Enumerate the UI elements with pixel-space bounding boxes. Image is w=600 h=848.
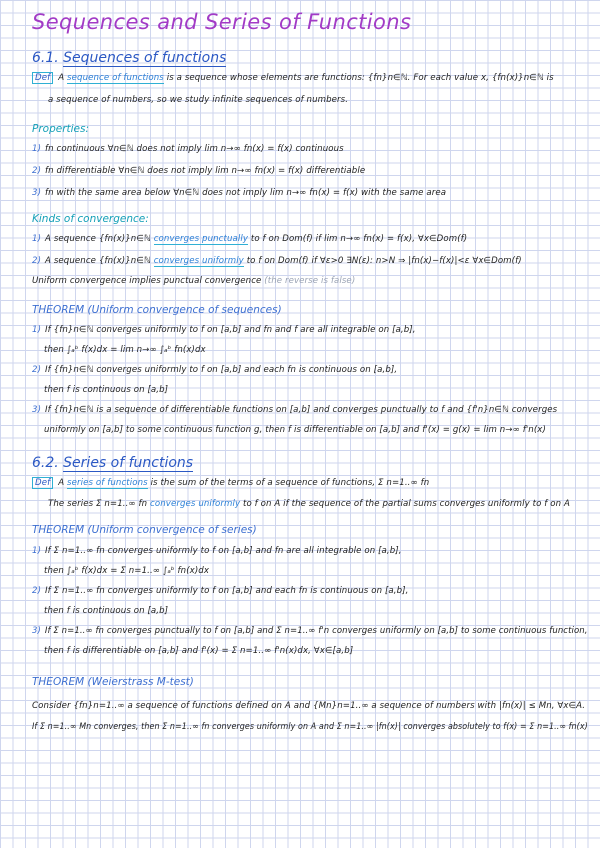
series-term: converges uniformly	[150, 499, 241, 509]
def-tag: Def	[32, 72, 53, 84]
convergence-kind-item	[32, 234, 467, 244]
page-title: Sequences and Series of Functions	[32, 10, 412, 34]
item-text: If Σ n=1..∞ fn converges punctually to f on [a,b] and Σ n=1..∞ f'n converges uniformly on [a,b] to some continuous function,	[44, 626, 588, 636]
item-text: If {fn}n∈ℕ is a sequence of differentiable functions on [a,b] and converges punctually to f and {f'n}n∈ℕ converges	[45, 405, 558, 415]
kind-text-pre: A sequence {fn(x)}n∈ℕ	[45, 256, 154, 266]
theorem-item	[32, 586, 408, 596]
item-number: 2)	[32, 586, 42, 596]
item-text: If Σ n=1..∞ fn converges uniformly to f on [a,b] and each fn is continuous on [a,b],	[45, 586, 409, 596]
series-text-pre: The series Σ n=1..∞ fn	[48, 499, 151, 509]
item-number: 2)	[32, 166, 42, 176]
theorem-item-continuation: then ∫ₐᵇ f(x)dx = lim n→∞ ∫ₐᵇ fn(x)dx	[44, 345, 206, 355]
theorem-item	[32, 626, 588, 636]
section-title: Sequences of functions	[63, 50, 227, 66]
definition-line-2: a sequence of numbers, so we study infinite sequences of numbers.	[48, 95, 349, 105]
convergence-kind-item	[32, 256, 522, 266]
kinds-heading: Kinds of convergence:	[32, 213, 149, 225]
theorem-sequences-heading: THEOREM (Uniform convergence of sequences)	[32, 304, 282, 316]
implication-line	[32, 276, 355, 286]
kind-term: converges punctually	[153, 234, 249, 244]
item-text: If {fn}n∈ℕ converges uniformly to f on [a,b] and each fn is continuous on [a,b],	[45, 365, 398, 375]
property-item	[32, 166, 365, 176]
theorem-item	[32, 546, 402, 556]
def-text-rest: is the sum of the terms of a sequence of functions, Σ n=1..∞ fn	[147, 478, 430, 488]
def-text-rest: is a sequence whose elements are functions: {fn}n∈ℕ. For each value x, {fn(x)}n∈ℕ is	[163, 73, 554, 83]
theorem-item	[32, 365, 397, 375]
item-number: 1)	[32, 234, 42, 244]
theorem-item-continuation: then ∫ₐᵇ f(x)dx = Σ n=1..∞ ∫ₐᵇ fn(x)dx	[44, 566, 210, 576]
definition-series	[32, 477, 429, 489]
item-number: 2)	[32, 365, 42, 375]
theorem-item	[32, 325, 416, 335]
theorem-item-continuation: then f is differentiable on [a,b] and f'(x) = Σ n=1..∞ f'n(x)dx, ∀x∈[a,b]	[44, 646, 354, 656]
def-text-pre: A	[58, 478, 68, 488]
definition-sequence	[32, 72, 554, 84]
item-number: 2)	[32, 256, 42, 266]
properties-heading: Properties:	[32, 123, 90, 135]
item-text: fn with the same area below ∀n∈ℕ does not imply lim n→∞ fn(x) = f(x) with the same area	[45, 188, 447, 198]
series-convergence-line	[48, 499, 570, 509]
section-6-1-heading	[32, 50, 226, 66]
def-term: series of functions	[67, 478, 148, 488]
def-tag: Def	[32, 477, 53, 489]
section-6-2-heading	[32, 455, 193, 471]
kind-text-pre: A sequence {fn(x)}n∈ℕ	[45, 234, 154, 244]
item-number: 3)	[32, 188, 42, 198]
weierstrass-heading: THEOREM (Weierstrass M-test)	[32, 676, 194, 688]
item-text: fn differentiable ∀n∈ℕ does not imply lim n→∞ fn(x) = f(x) differentiable	[45, 166, 366, 176]
kind-text-post: to f on Dom(f) if ∀ε>0 ∃N(ε): n>N ⇒ |fn(x)−f(x)|<ε ∀x∈Dom(f)	[243, 256, 522, 266]
section-number: 6.1.	[32, 50, 59, 66]
implication-note: (the reverse is false)	[264, 276, 356, 286]
theorem-series-heading: THEOREM (Uniform convergence of series)	[32, 524, 257, 536]
kind-text-post: to f on Dom(f) if lim n→∞ fn(x) = f(x), ∀x∈Dom(f)	[248, 234, 468, 244]
item-number: 1)	[32, 144, 42, 154]
item-text: If Σ n=1..∞ fn converges uniformly to f on [a,b] and fn are all integrable on [a,b],	[45, 546, 402, 556]
item-number: 3)	[32, 405, 42, 415]
item-number: 1)	[32, 546, 42, 556]
item-number: 1)	[32, 325, 42, 335]
kind-term: converges uniformly	[153, 256, 244, 266]
def-text-pre: A	[58, 73, 68, 83]
item-text: If {fn}n∈ℕ converges uniformly to f on [a,b] and fn and f are all integrable on [a,b],	[45, 325, 416, 335]
theorem-item	[32, 405, 557, 415]
property-item	[32, 188, 446, 198]
series-text-post: to f on A if the sequence of the partial sums converges uniformly to f on A	[240, 499, 570, 509]
theorem-item-continuation: uniformly on [a,b] to some continuous function g, then f is differentiable on [a,b] and f'(x) = g(x) = lim n→∞ f'n(x)	[44, 425, 546, 435]
item-number: 3)	[32, 626, 41, 636]
weierstrass-line-1: Consider {fn}n=1..∞ a sequence of functions defined on A and {Mn}n=1..∞ a sequence of numbers with |fn(x)| ≤ Mn, ∀x∈A.	[32, 701, 586, 711]
item-text: fn continuous ∀n∈ℕ does not imply lim n→∞ fn(x) = f(x) continuous	[45, 144, 344, 154]
section-number: 6.2.	[32, 455, 59, 471]
theorem-item-continuation: then f is continuous on [a,b]	[44, 385, 169, 395]
theorem-item-continuation: then f is continuous on [a,b]	[44, 606, 169, 616]
section-title: Series of functions	[63, 455, 194, 471]
weierstrass-line-2: If Σ n=1..∞ Mn converges, then Σ n=1..∞ fn converges uniformly on A and Σ n=1..∞ |fn(x)| converges absolutely to f(x) = Σ n=1..∞ fn(x)	[32, 722, 588, 732]
property-item	[32, 144, 344, 154]
implication-text: Uniform convergence implies punctual convergence	[32, 276, 262, 286]
def-term: sequence of functions	[67, 73, 164, 83]
